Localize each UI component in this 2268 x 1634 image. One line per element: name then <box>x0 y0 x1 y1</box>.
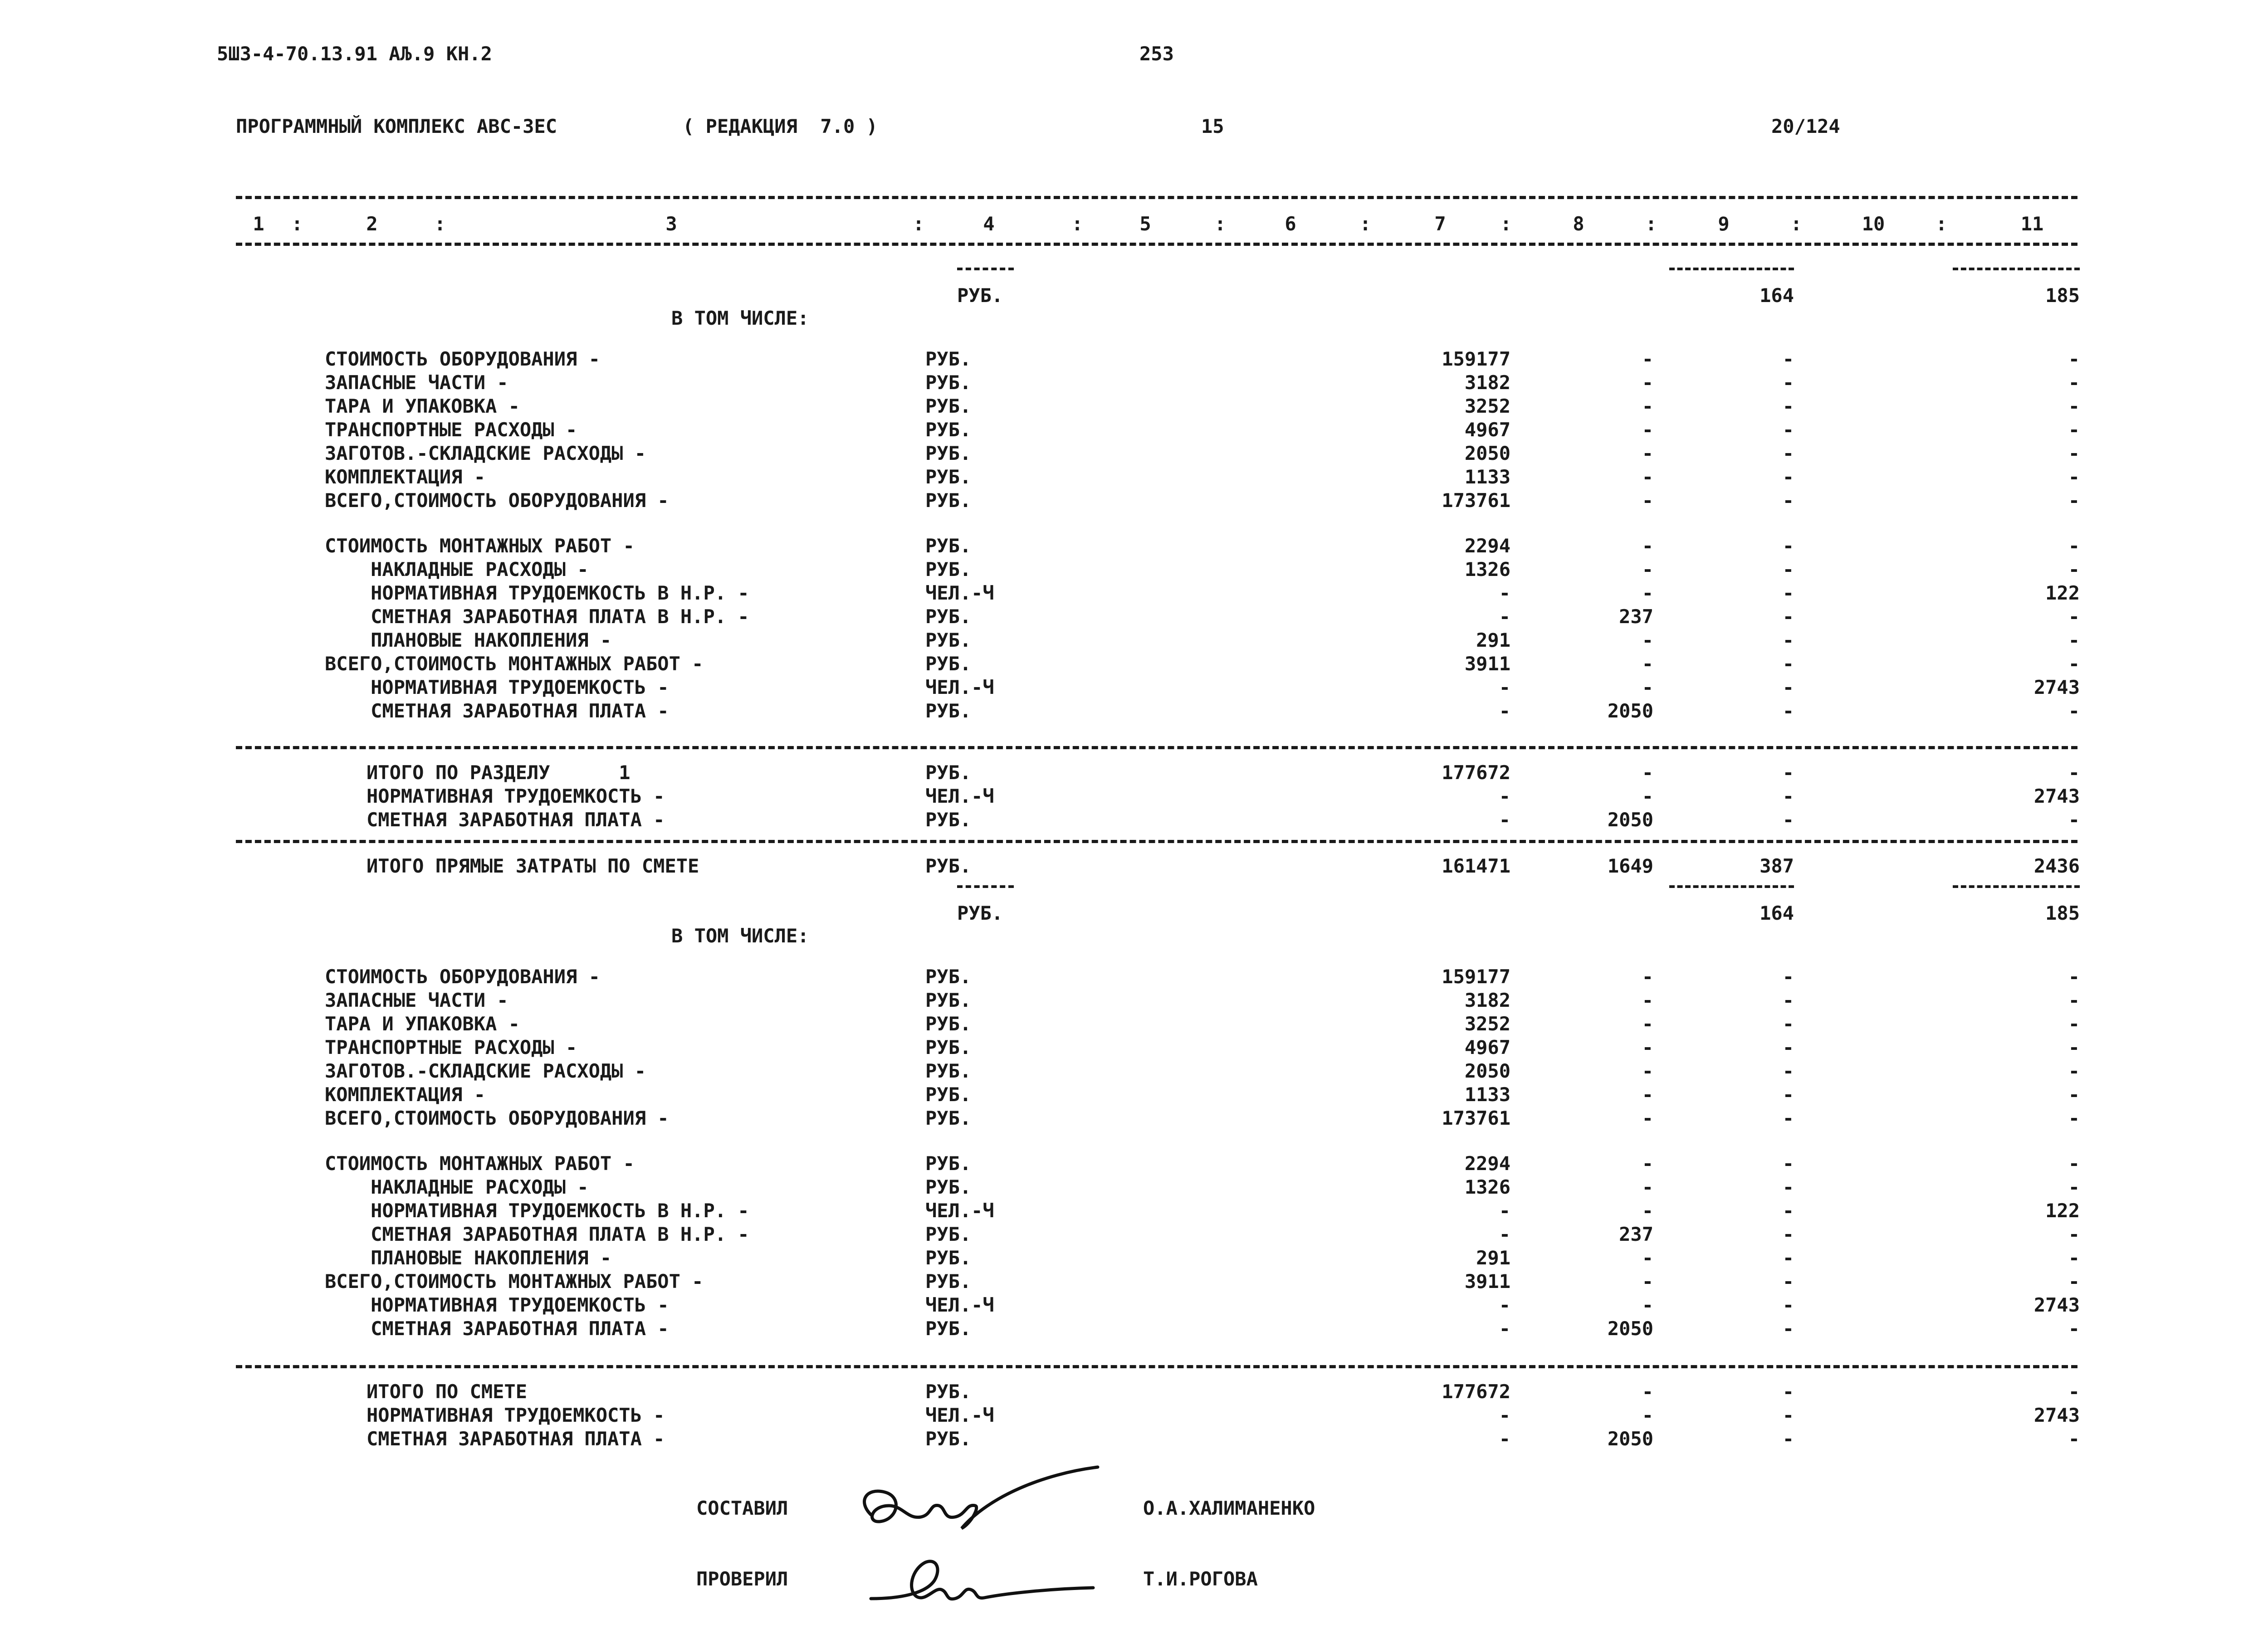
row-label: НОРМАТИВНАЯ ТРУДОЕМКОСТЬ - <box>367 1404 665 1426</box>
page-number: 253 <box>1139 43 1174 65</box>
cell-col11: 2743 <box>2033 785 2080 807</box>
row-label: СТОИМОСТЬ ОБОРУДОВАНИЯ - <box>325 966 600 988</box>
section1-including-label: В ТОМ ЧИСЛЕ: <box>671 307 809 329</box>
column-header-8: 8 <box>1573 213 1584 235</box>
row-unit: ЧЕЛ.-Ч <box>925 785 994 807</box>
row-unit: РУБ. <box>925 466 972 488</box>
section2-including-label: В ТОМ ЧИСЛЕ: <box>671 925 809 947</box>
row-unit: РУБ. <box>925 653 972 675</box>
cell-col8: - <box>1642 1294 1653 1316</box>
cell-col7: 177672 <box>1442 1380 1510 1403</box>
row-unit: РУБ. <box>925 348 972 370</box>
cell-col8: - <box>1642 1176 1653 1198</box>
cell-col7: 3182 <box>1464 371 1510 394</box>
cell-col8: - <box>1642 1060 1653 1082</box>
row-label: ВСЕГО,СТОИМОСТЬ МОНТАЖНЫХ РАБОТ - <box>325 653 704 675</box>
cell-col11: - <box>2068 419 2080 441</box>
row-label: ТРАНСПОРТНЫЕ РАСХОДЫ - <box>325 1036 577 1058</box>
column-header-2: 2 <box>366 213 378 235</box>
cell-col8: - <box>1642 466 1653 488</box>
cell-col9: - <box>1782 558 1794 580</box>
cell-col11: - <box>2068 558 2080 580</box>
column-separator: : <box>913 213 924 235</box>
cell-col9: - <box>1782 1200 1794 1222</box>
cell-col8: - <box>1642 395 1653 417</box>
cell-col9: - <box>1782 466 1794 488</box>
row-label: СМЕТНАЯ ЗАРАБОТНАЯ ПЛАТА - <box>367 1428 665 1450</box>
cell-col8: - <box>1642 761 1653 784</box>
cell-col9: - <box>1782 1223 1794 1245</box>
cell-col9: - <box>1782 535 1794 557</box>
row-unit: ЧЕЛ.-Ч <box>925 1200 994 1222</box>
section2-total-col11: 185 <box>2045 902 2080 924</box>
subtotal-rule <box>1669 885 1794 888</box>
row-unit: РУБ. <box>925 1107 972 1129</box>
cell-col11: - <box>2068 1428 2080 1450</box>
row-unit: ЧЕЛ.-Ч <box>925 676 994 698</box>
cell-col11: - <box>2068 1013 2080 1035</box>
cell-col8: - <box>1642 558 1653 580</box>
row-unit: РУБ. <box>925 371 972 394</box>
cell-col7: 291 <box>1476 1247 1510 1269</box>
cell-col9: - <box>1782 371 1794 394</box>
cell-col11: - <box>2068 1317 2080 1340</box>
cell-col11: - <box>2068 1083 2080 1106</box>
cell-col11: - <box>2068 395 2080 417</box>
cell-col7: 173761 <box>1442 489 1510 512</box>
section1-total-unit: РУБ. <box>957 284 1003 307</box>
row-unit: РУБ. <box>925 761 972 784</box>
cell-col11: - <box>2068 1247 2080 1269</box>
cell-col7: 177672 <box>1442 761 1510 784</box>
column-separator: : <box>1645 213 1657 235</box>
row-unit: РУБ. <box>925 1152 972 1175</box>
cell-col8: - <box>1642 1152 1653 1175</box>
section1-total-col9: 164 <box>1760 284 1794 307</box>
cell-col11: - <box>2068 1270 2080 1293</box>
header-bottom-rule <box>236 243 2077 246</box>
cell-col11: - <box>2068 348 2080 370</box>
section2-total-unit: РУБ. <box>957 902 1003 924</box>
cell-col8: 1649 <box>1607 855 1653 877</box>
row-label: ТАРА И УПАКОВКА - <box>325 395 520 417</box>
column-separator: : <box>1071 213 1083 235</box>
cell-col8: - <box>1642 1107 1653 1129</box>
signature-composer <box>853 1460 1107 1533</box>
cell-col8: - <box>1642 442 1653 464</box>
row-unit: РУБ. <box>925 1428 972 1450</box>
cell-col8: - <box>1642 1247 1653 1269</box>
cell-col8: 2050 <box>1607 1428 1653 1450</box>
cell-col9: - <box>1782 1270 1794 1293</box>
row-label: СТОИМОСТЬ МОНТАЖНЫХ РАБОТ - <box>325 1152 635 1175</box>
cell-col8: - <box>1642 1380 1653 1403</box>
cell-col9: - <box>1782 582 1794 604</box>
cell-col11: - <box>2068 1176 2080 1198</box>
cell-col11: 2743 <box>2033 676 2080 698</box>
row-label: ТРАНСПОРТНЫЕ РАСХОДЫ - <box>325 419 577 441</box>
cell-col11: - <box>2068 1380 2080 1403</box>
row-label: ИТОГО ПО СМЕТЕ <box>367 1380 528 1403</box>
cell-col9: - <box>1782 1152 1794 1175</box>
cell-col11: 122 <box>2045 1200 2080 1222</box>
row-label: НОРМАТИВНАЯ ТРУДОЕМКОСТЬ - <box>367 785 665 807</box>
column-header-11: 11 <box>2020 213 2044 235</box>
cell-col7: - <box>1499 1223 1510 1245</box>
row-unit: ЧЕЛ.-Ч <box>925 582 994 604</box>
row-unit: РУБ. <box>925 966 972 988</box>
subtotal-rule <box>1669 268 1794 270</box>
cell-col11: 122 <box>2045 582 2080 604</box>
cell-col11: - <box>2068 535 2080 557</box>
row-label: ЗАПАСНЫЕ ЧАСТИ - <box>325 989 508 1011</box>
cell-col8: - <box>1642 582 1653 604</box>
column-separator: : <box>1500 213 1512 235</box>
cell-col8: - <box>1642 653 1653 675</box>
row-unit: РУБ. <box>925 1083 972 1106</box>
cell-col7: 1133 <box>1464 466 1510 488</box>
signature-checker <box>862 1544 1116 1612</box>
row-label: НАКЛАДНЫЕ РАСХОДЫ - <box>325 558 589 580</box>
row-unit: РУБ. <box>925 605 972 628</box>
subtotal-rule <box>1953 268 2080 270</box>
subtotal-rule <box>1953 885 2080 888</box>
row-unit: РУБ. <box>925 989 972 1011</box>
cell-col11: - <box>2068 1060 2080 1082</box>
cell-col7: - <box>1499 1317 1510 1340</box>
cell-col9: - <box>1782 966 1794 988</box>
direct-rule <box>236 840 2077 843</box>
row-label: СМЕТНАЯ ЗАРАБОТНАЯ ПЛАТА В Н.Р. - <box>325 605 749 628</box>
cell-col7: 1326 <box>1464 1176 1510 1198</box>
row-unit: РУБ. <box>925 629 972 651</box>
cell-col9: - <box>1782 1317 1794 1340</box>
cell-col7: 161471 <box>1442 855 1510 877</box>
cell-col9: - <box>1782 348 1794 370</box>
row-label: СМЕТНАЯ ЗАРАБОТНАЯ ПЛАТА - <box>325 1317 669 1340</box>
column-header-7: 7 <box>1434 213 1446 235</box>
cell-col11: - <box>2068 761 2080 784</box>
column-separator: : <box>1790 213 1802 235</box>
cell-col8: - <box>1642 489 1653 512</box>
cell-col7: 2294 <box>1464 1152 1510 1175</box>
row-label: ПЛАНОВЫЕ НАКОПЛЕНИЯ - <box>325 1247 612 1269</box>
cell-col8: - <box>1642 1083 1653 1106</box>
cell-col8: - <box>1642 629 1653 651</box>
row-label: ЗАГОТОВ.-СКЛАДСКИЕ РАСХОДЫ - <box>325 1060 646 1082</box>
cell-col11: 2743 <box>2033 1404 2080 1426</box>
smeta-rule <box>236 1365 2077 1368</box>
row-label: КОМПЛЕКТАЦИЯ - <box>325 466 486 488</box>
cell-col9: 387 <box>1760 855 1794 877</box>
row-unit: РУБ. <box>925 1060 972 1082</box>
row-unit: РУБ. <box>925 855 972 877</box>
cell-col8: - <box>1642 1036 1653 1058</box>
cell-col8: 237 <box>1619 1223 1653 1245</box>
cell-col7: - <box>1499 676 1510 698</box>
cell-col7: 3911 <box>1464 1270 1510 1293</box>
cell-col9: - <box>1782 442 1794 464</box>
column-header-6: 6 <box>1285 213 1296 235</box>
cell-col7: 2050 <box>1464 1060 1510 1082</box>
row-label: ИТОГО ПО РАЗДЕЛУ 1 <box>367 761 631 784</box>
cell-col9: - <box>1782 1247 1794 1269</box>
cell-col9: - <box>1782 1013 1794 1035</box>
column-separator: : <box>291 213 303 235</box>
cell-col8: - <box>1642 966 1653 988</box>
row-label: СТОИМОСТЬ ОБОРУДОВАНИЯ - <box>325 348 600 370</box>
razdel-rule <box>236 746 2077 749</box>
column-header-1: 1 <box>253 213 264 235</box>
column-header-4: 4 <box>983 213 995 235</box>
subtotal-rule <box>957 268 1014 270</box>
row-label: СМЕТНАЯ ЗАРАБОТНАЯ ПЛАТА - <box>325 700 669 722</box>
cell-col11: - <box>2068 466 2080 488</box>
row-unit: ЧЕЛ.-Ч <box>925 1294 994 1316</box>
cell-col7: 159177 <box>1442 966 1510 988</box>
row-label: СМЕТНАЯ ЗАРАБОТНАЯ ПЛАТА - <box>367 809 665 831</box>
row-unit: РУБ. <box>925 809 972 831</box>
row-unit: РУБ. <box>925 395 972 417</box>
cell-col7: 3911 <box>1464 653 1510 675</box>
row-unit: РУБ. <box>925 558 972 580</box>
cell-col8: - <box>1642 1404 1653 1426</box>
cell-col11: - <box>2068 605 2080 628</box>
cell-col7: - <box>1499 582 1510 604</box>
cell-col8: 2050 <box>1607 1317 1653 1340</box>
cell-col8: - <box>1642 371 1653 394</box>
cell-col9: - <box>1782 489 1794 512</box>
cell-col11: - <box>2068 1036 2080 1058</box>
cell-col7: 1133 <box>1464 1083 1510 1106</box>
row-unit: РУБ. <box>925 442 972 464</box>
cell-col7: 3252 <box>1464 1013 1510 1035</box>
cell-col9: - <box>1782 1294 1794 1316</box>
row-label: ВСЕГО,СТОИМОСТЬ ОБОРУДОВАНИЯ - <box>325 489 669 512</box>
section1-total-col11: 185 <box>2045 284 2080 307</box>
cell-col8: - <box>1642 419 1653 441</box>
program-edition: ( РЕДАКЦИЯ 7.0 ) <box>683 115 878 137</box>
composed-label: СОСТАВИЛ <box>696 1497 788 1519</box>
row-unit: РУБ. <box>925 1223 972 1245</box>
checked-name: Т.И.РОГОВА <box>1143 1568 1258 1590</box>
cell-col7: 3182 <box>1464 989 1510 1011</box>
cell-col9: - <box>1782 629 1794 651</box>
column-separator: : <box>1359 213 1371 235</box>
column-header-3: 3 <box>665 213 677 235</box>
row-label: НОРМАТИВНАЯ ТРУДОЕМКОСТЬ - <box>325 1294 669 1316</box>
row-label: ТАРА И УПАКОВКА - <box>325 1013 520 1035</box>
cell-col7: 159177 <box>1442 348 1510 370</box>
cell-col9: - <box>1782 1083 1794 1106</box>
row-label: НОРМАТИВНАЯ ТРУДОЕМКОСТЬ - <box>325 676 669 698</box>
cell-col7: 291 <box>1476 629 1510 651</box>
cell-col11: - <box>2068 442 2080 464</box>
cell-col11: - <box>2068 1107 2080 1129</box>
column-header-10: 10 <box>1862 213 1885 235</box>
row-unit: РУБ. <box>925 1270 972 1293</box>
cell-col11: - <box>2068 1223 2080 1245</box>
cell-col8: - <box>1642 676 1653 698</box>
cell-col9: - <box>1782 989 1794 1011</box>
row-unit: ЧЕЛ.-Ч <box>925 1404 994 1426</box>
cell-col11: - <box>2068 629 2080 651</box>
row-label: ПЛАНОВЫЕ НАКОПЛЕНИЯ - <box>325 629 612 651</box>
row-label: ЗАГОТОВ.-СКЛАДСКИЕ РАСХОДЫ - <box>325 442 646 464</box>
header-top-rule <box>236 196 2077 199</box>
cell-col8: 2050 <box>1607 809 1653 831</box>
cell-col7: 2294 <box>1464 535 1510 557</box>
cell-col11: 2436 <box>2033 855 2080 877</box>
cell-col7: - <box>1499 1200 1510 1222</box>
row-unit: РУБ. <box>925 1036 972 1058</box>
column-header-5: 5 <box>1139 213 1151 235</box>
cell-col9: - <box>1782 1107 1794 1129</box>
program-name: ПРОГРАММНЫЙ КОМПЛЕКС АВС-3ЕС <box>236 115 557 137</box>
cell-col7: 2050 <box>1464 442 1510 464</box>
cell-col11: - <box>2068 371 2080 394</box>
cell-col9: - <box>1782 653 1794 675</box>
cell-col11: - <box>2068 489 2080 512</box>
cell-col8: - <box>1642 348 1653 370</box>
cell-col9: - <box>1782 395 1794 417</box>
row-unit: РУБ. <box>925 1176 972 1198</box>
cell-col9: - <box>1782 1176 1794 1198</box>
column-header-9: 9 <box>1718 213 1730 235</box>
row-unit: РУБ. <box>925 489 972 512</box>
cell-col8: - <box>1642 989 1653 1011</box>
row-label: ИТОГО ПРЯМЫЕ ЗАТРАТЫ ПО СМЕТЕ <box>367 855 699 877</box>
cell-col9: - <box>1782 761 1794 784</box>
section2-total-col9: 164 <box>1760 902 1794 924</box>
row-label: ВСЕГО,СТОИМОСТЬ ОБОРУДОВАНИЯ - <box>325 1107 669 1129</box>
cell-col8: - <box>1642 1200 1653 1222</box>
cell-col11: - <box>2068 1152 2080 1175</box>
cell-col7: 4967 <box>1464 1036 1510 1058</box>
row-label: ВСЕГО,СТОИМОСТЬ МОНТАЖНЫХ РАБОТ - <box>325 1270 704 1293</box>
column-separator: : <box>434 213 446 235</box>
cell-col8: - <box>1642 1270 1653 1293</box>
cell-col8: - <box>1642 785 1653 807</box>
cell-col9: - <box>1782 419 1794 441</box>
row-label: ЗАПАСНЫЕ ЧАСТИ - <box>325 371 508 394</box>
cell-col8: 2050 <box>1607 700 1653 722</box>
subtotal-rule <box>957 885 1014 888</box>
row-label: СТОИМОСТЬ МОНТАЖНЫХ РАБОТ - <box>325 535 635 557</box>
column-separator: : <box>1936 213 1947 235</box>
checked-label: ПРОВЕРИЛ <box>696 1568 788 1590</box>
cell-col9: - <box>1782 1428 1794 1450</box>
cell-col11: - <box>2068 700 2080 722</box>
cell-col7: 1326 <box>1464 558 1510 580</box>
cell-col9: - <box>1782 605 1794 628</box>
cell-col8: - <box>1642 1013 1653 1035</box>
cell-col9: - <box>1782 809 1794 831</box>
cell-col9: - <box>1782 676 1794 698</box>
row-unit: РУБ. <box>925 419 972 441</box>
cell-col7: - <box>1499 809 1510 831</box>
row-label: НАКЛАДНЫЕ РАСХОДЫ - <box>325 1176 589 1198</box>
row-unit: РУБ. <box>925 535 972 557</box>
sheet-number: 15 <box>1201 115 1224 137</box>
cell-col7: 173761 <box>1442 1107 1510 1129</box>
cell-col7: - <box>1499 1294 1510 1316</box>
cell-col7: - <box>1499 1428 1510 1450</box>
row-label: КОМПЛЕКТАЦИЯ - <box>325 1083 486 1106</box>
row-label: НОРМАТИВНАЯ ТРУДОЕМКОСТЬ В Н.Р. - <box>325 1200 749 1222</box>
cell-col11: - <box>2068 809 2080 831</box>
row-unit: РУБ. <box>925 1247 972 1269</box>
row-unit: РУБ. <box>925 1380 972 1403</box>
cell-col8: - <box>1642 535 1653 557</box>
row-unit: РУБ. <box>925 700 972 722</box>
cell-col7: 4967 <box>1464 419 1510 441</box>
row-unit: РУБ. <box>925 1013 972 1035</box>
cell-col8: 237 <box>1619 605 1653 628</box>
cell-col9: - <box>1782 1060 1794 1082</box>
cell-col7: - <box>1499 1404 1510 1426</box>
cell-col9: - <box>1782 700 1794 722</box>
composed-name: О.А.ХАЛИМАНЕНКО <box>1143 1497 1315 1519</box>
cell-col9: - <box>1782 785 1794 807</box>
cell-col11: 2743 <box>2033 1294 2080 1316</box>
document-reference: 20/124 <box>1771 115 1840 137</box>
cell-col11: - <box>2068 653 2080 675</box>
cell-col11: - <box>2068 989 2080 1011</box>
row-unit: РУБ. <box>925 1317 972 1340</box>
cell-col7: - <box>1499 785 1510 807</box>
cell-col9: - <box>1782 1404 1794 1426</box>
cell-col9: - <box>1782 1036 1794 1058</box>
document-code: 5Ш3-4-70.13.91 АЉ.9 КН.2 <box>217 43 492 65</box>
cell-col7: 3252 <box>1464 395 1510 417</box>
cell-col11: - <box>2068 966 2080 988</box>
row-label: НОРМАТИВНАЯ ТРУДОЕМКОСТЬ В Н.Р. - <box>325 582 749 604</box>
cell-col7: - <box>1499 700 1510 722</box>
column-separator: : <box>1214 213 1226 235</box>
cell-col7: - <box>1499 605 1510 628</box>
row-label: СМЕТНАЯ ЗАРАБОТНАЯ ПЛАТА В Н.Р. - <box>325 1223 749 1245</box>
cell-col9: - <box>1782 1380 1794 1403</box>
